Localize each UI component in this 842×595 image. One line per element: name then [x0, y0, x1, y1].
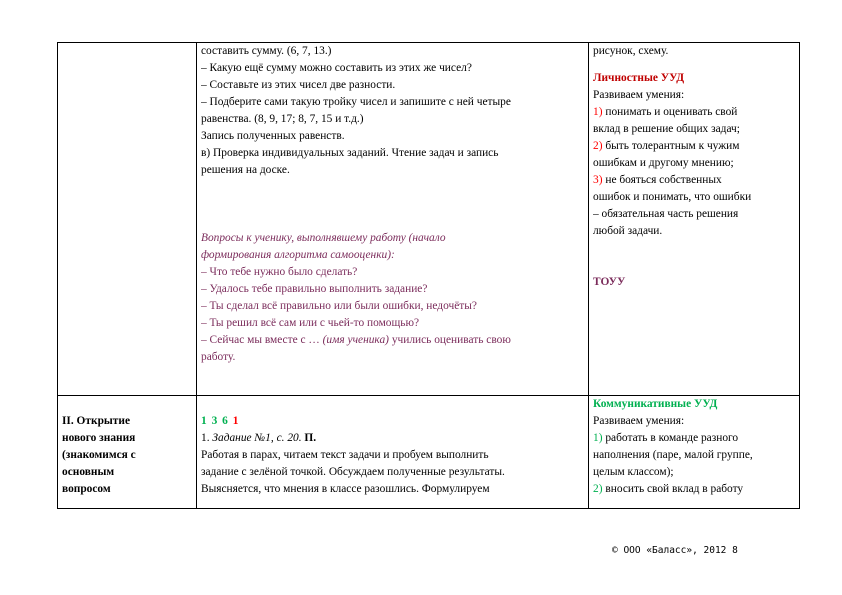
- question-line: работу.: [201, 351, 236, 363]
- activity-line: решения на доске.: [201, 164, 290, 176]
- question-line: – Сейчас мы вместе с … (имя ученика) учились оценивать свою: [201, 334, 511, 346]
- activity-line: в) Проверка индивидуальных заданий. Чтение задач и запись: [201, 147, 499, 159]
- skill-item: 2) вносить свой вклад в работу: [593, 483, 744, 495]
- skill-item: целым классом);: [593, 466, 674, 478]
- activity-cell: [197, 43, 589, 396]
- activity-line: – Какую ещё сумму можно составить из этих же чисел?: [201, 62, 472, 74]
- skill-item: вклад в решение общих задач;: [593, 123, 740, 135]
- stage-title: II. Открытие: [62, 415, 131, 427]
- skills-intro: Развиваем умения:: [593, 89, 685, 101]
- question-line: – Что тебе нужно было сделать?: [201, 266, 358, 278]
- stage-title: нового знания: [62, 432, 136, 444]
- table-row: [58, 396, 800, 509]
- questions-heading: формирования алгоритма самооценки):: [201, 249, 395, 261]
- activity-line: Выясняется, что мнения в классе разошлись. Формулируем: [201, 483, 490, 495]
- stage-cell: [58, 396, 197, 509]
- skill-item: 3) не бояться собственных: [593, 174, 722, 186]
- stage-title: вопросом: [62, 483, 111, 495]
- activity-line: Работая в парах, читаем текст задачи и пробуем выполнить: [201, 449, 489, 461]
- activity-cell: [197, 396, 589, 509]
- table-row: [58, 43, 800, 396]
- skills-text: рисунок, схему.: [593, 45, 669, 57]
- task-line: 1. Задание №1, с. 20. П.: [201, 432, 317, 444]
- skill-item: 1) понимать и оценивать свой: [593, 106, 738, 118]
- skill-item: ошибок и понимать, что ошибки: [593, 191, 752, 203]
- question-line: – Ты сделал всё правильно или были ошибки, недочёты?: [201, 300, 477, 312]
- copyright-footer: © ООО «Баласс», 2012 8: [612, 545, 738, 556]
- page-numbers: 1 3 6 1: [201, 415, 240, 427]
- skills-intro: Развиваем умения:: [593, 415, 685, 427]
- skill-item: 1) работать в команде разного: [593, 432, 739, 444]
- activity-line: Запись полученных равенств.: [201, 130, 345, 142]
- activity-line: – Подберите сами такую тройку чисел и запишите с ней четыре: [201, 96, 511, 108]
- skills-cell: [589, 396, 800, 509]
- activity-line: составить сумму. (6, 7, 13.): [201, 45, 332, 57]
- activity-line: равенства. (8, 9, 17; 8, 7, 15 и т.д.): [201, 113, 364, 125]
- question-line: – Ты решил всё сам или с чьей-то помощью?: [201, 317, 420, 329]
- communicative-uud-heading: Коммуникативные УУД: [593, 398, 718, 410]
- stage-title: основным: [62, 466, 115, 478]
- skill-item: 2) быть толерантным к чужим: [593, 140, 740, 152]
- skill-item: – обязательная часть решения: [593, 208, 739, 220]
- question-line: – Удалось тебе правильно выполнить задание?: [201, 283, 428, 295]
- skill-item: наполнения (паре, малой группе,: [593, 449, 753, 461]
- skill-item: ошибкам и другому мнению;: [593, 157, 734, 169]
- activity-line: задание с зелёной точкой. Обсуждаем полученные результаты.: [201, 466, 505, 478]
- skills-cell: [589, 43, 800, 396]
- stage-cell-empty: [58, 43, 197, 396]
- activity-line: – Составьте из этих чисел две разности.: [201, 79, 396, 91]
- toou-label: ТОУУ: [593, 276, 626, 288]
- personal-uud-heading: Личностные УУД: [593, 72, 685, 84]
- questions-heading: Вопросы к ученику, выполнявшему работу (начало: [201, 232, 446, 244]
- lesson-table: [57, 42, 800, 509]
- skill-item: любой задачи.: [593, 225, 663, 237]
- stage-title: (знакомимся с: [62, 449, 136, 461]
